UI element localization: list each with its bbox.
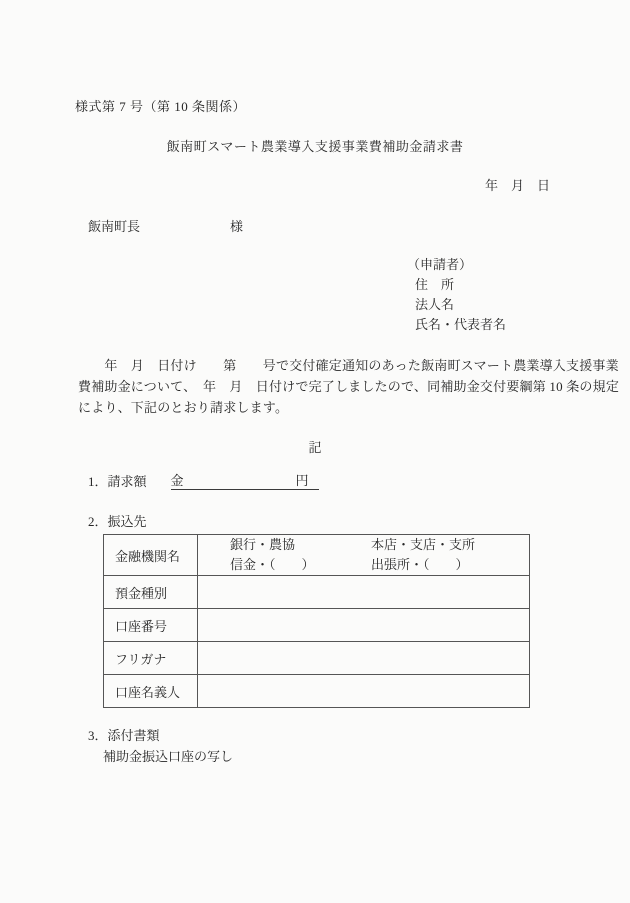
shinkin-option: 信金・（ ）: [230, 557, 315, 572]
applicant-block: [407, 255, 506, 335]
table-row-financial-institution: [104, 535, 530, 576]
applicant-heading: （申請者）: [407, 257, 473, 272]
attachments-section: [88, 725, 233, 767]
bank-type-line-2: [230, 555, 529, 575]
row-label-account-number: 口座番号: [104, 609, 198, 642]
addressee-row: [88, 216, 243, 235]
row-label-financial-institution: 金融機関名: [104, 535, 198, 576]
document-title: 飯南町スマート農業導入支援事業費補助金請求書: [166, 139, 464, 154]
amount-unit: 円: [295, 473, 309, 488]
record-mark: 記: [308, 440, 322, 455]
bank-type-line: [230, 535, 529, 555]
account-number-value-cell: [198, 609, 530, 642]
bank-transfer-table: [103, 534, 530, 708]
row-label-deposit-type: 預金種別: [104, 576, 198, 609]
branch-type-options: 本店・支店・支所: [371, 537, 476, 552]
addressee-honorific: 様: [230, 219, 244, 234]
table-row-account-number: [104, 609, 530, 642]
bank-type-options: 銀行・農協: [230, 537, 296, 552]
deposit-type-value-cell: [198, 576, 530, 609]
row-label-furigana: フリガナ: [104, 642, 198, 675]
form-number: 様式第 7 号（第 10 条関係）: [75, 99, 247, 114]
amount-prefix: 金: [170, 473, 184, 488]
body-line-2: 費補助金について、 年 月 日付けで完了しましたので、同補助金交付要綱第 10 条の規定: [78, 379, 620, 394]
attachment-item: 補助金振込口座の写し: [103, 749, 234, 764]
transfer-section-label: 2．振込先: [88, 514, 147, 529]
date-line: 年 月 日: [485, 178, 551, 193]
table-row-deposit-type: [104, 576, 530, 609]
body-paragraph: [78, 355, 619, 418]
applicant-corporation-label: 法人名: [415, 297, 455, 312]
attachments-label: 3．添付書類: [88, 728, 160, 743]
account-holder-value-cell: [198, 675, 530, 708]
row-label-account-holder: 口座名義人: [104, 675, 198, 708]
furigana-value-cell: [198, 642, 530, 675]
applicant-representative-label: 氏名・代表者名: [415, 317, 507, 332]
body-line-3: により、下記のとおり請求します。: [78, 400, 289, 415]
addressee: 飯南町長: [88, 219, 141, 234]
applicant-address-label: 住 所: [415, 277, 455, 292]
claim-amount-blank: [171, 470, 319, 490]
claim-amount-row: [88, 470, 319, 490]
table-row-account-holder: [104, 675, 530, 708]
financial-institution-cell: [198, 535, 530, 576]
claim-amount-label: 1．請求額: [88, 474, 147, 489]
branch-office-option: 出張所・（ ）: [371, 557, 469, 572]
table-row-furigana: [104, 642, 530, 675]
body-line-1: 年 月 日付け 第 号で交付確定通知のあった飯南町スマート農業導入支援事業: [78, 358, 619, 373]
